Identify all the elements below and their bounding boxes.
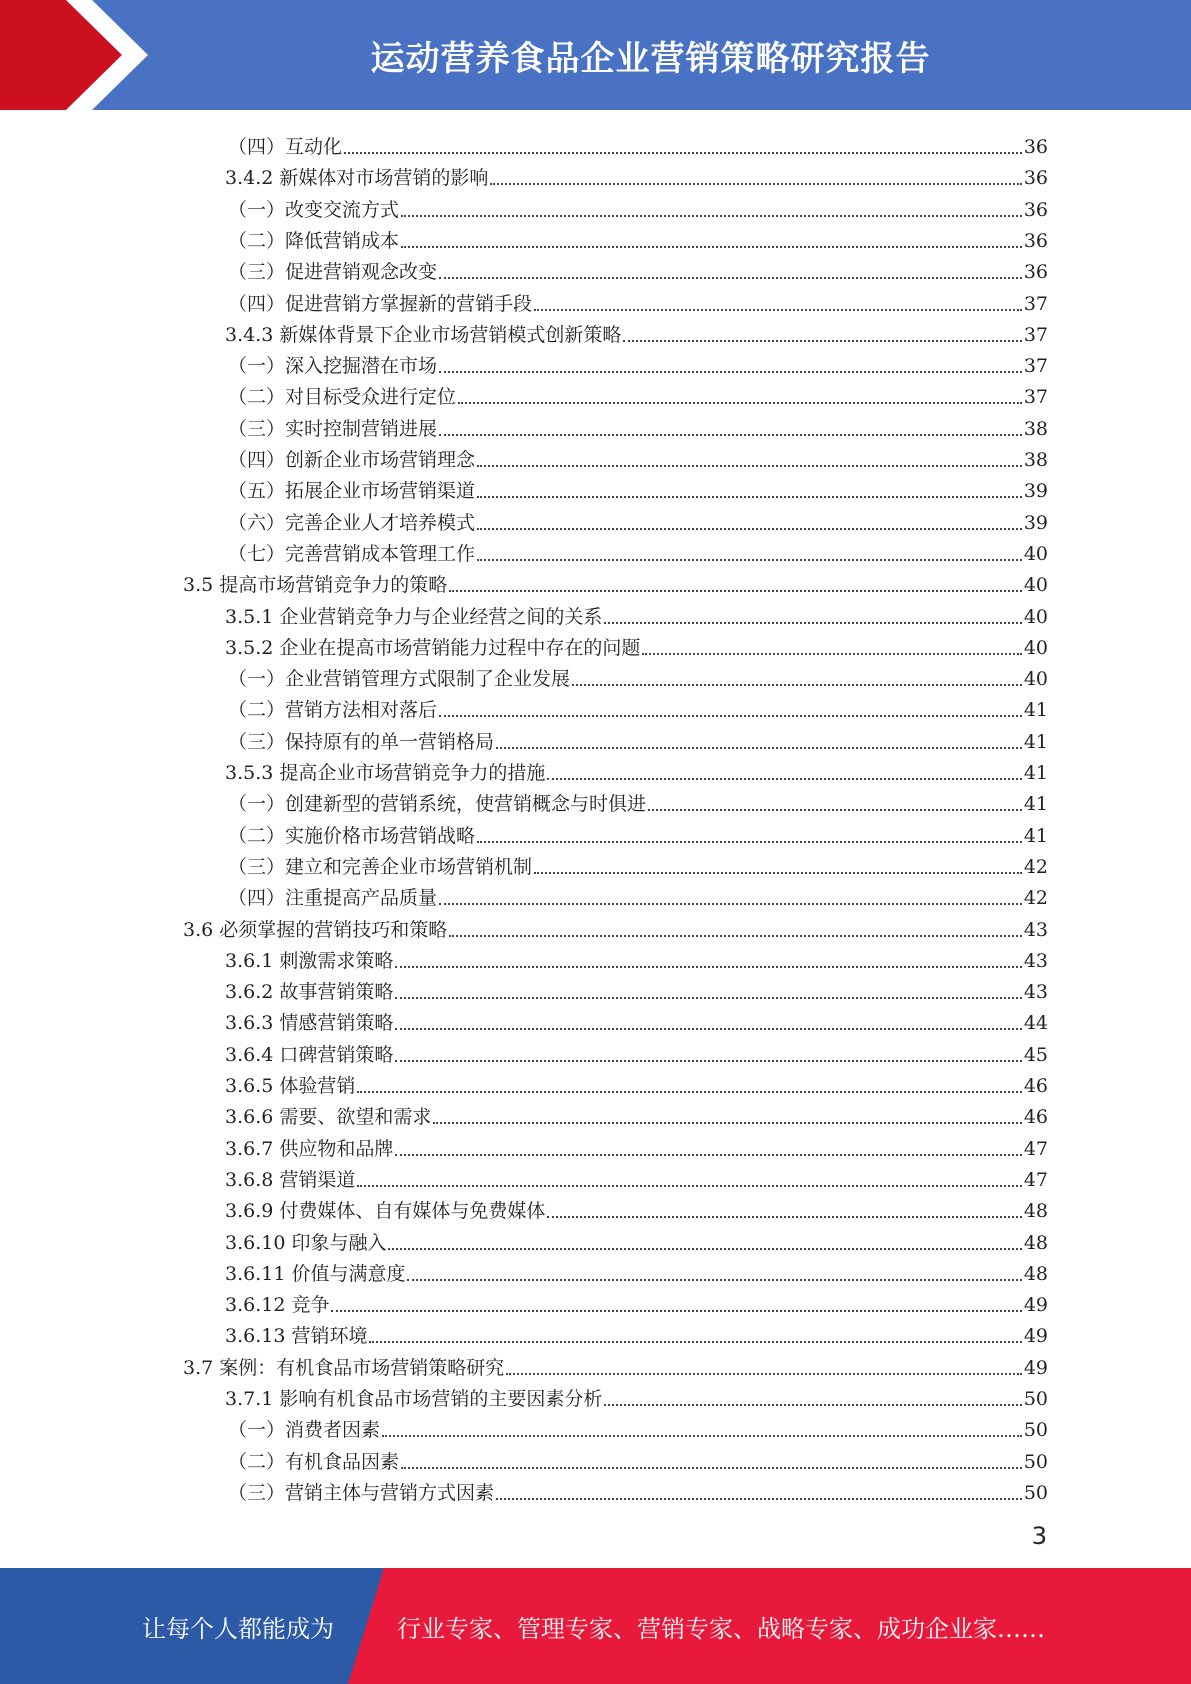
toc-entry[interactable] [228,1443,1048,1474]
toc-dot-leader [477,559,1022,561]
toc-dot-leader [449,935,1022,937]
toc-entry-label: （一）改变交流方式 [228,198,400,221]
toc-entry-page: 47 [1023,1137,1048,1160]
toc-dot-leader [534,309,1022,311]
toc-entry[interactable] [225,1130,1048,1161]
toc-entry-page: 40 [1023,574,1048,597]
toc-entry-page: 48 [1023,1231,1048,1254]
toc-entry[interactable] [228,660,1048,691]
toc-dot-leader [401,215,1022,217]
toc-dot-leader [388,1248,1021,1250]
toc-dot-leader [433,1122,1021,1124]
toc-entry-page: 41 [1023,699,1048,722]
toc-dot-leader [395,997,1021,999]
toc-entry[interactable] [228,253,1048,284]
toc-entry[interactable] [228,378,1048,409]
toc-dot-leader [458,402,1022,404]
toc-dot-leader [547,778,1021,780]
toc-dot-leader [506,1373,1022,1375]
toc-dot-leader [439,434,1022,436]
toc-entry-label: （七）完善营销成本管理工作 [228,542,476,565]
toc-entry-label: （二）降低营销成本 [228,229,400,252]
toc-entry[interactable] [228,691,1048,722]
toc-entry[interactable] [225,1036,1048,1067]
toc-entry-label: （五）拓展企业市场营销渠道 [228,480,476,503]
toc-dot-leader [344,152,1022,154]
toc-entry[interactable] [228,723,1048,754]
toc-entry[interactable] [228,535,1048,566]
toc-entry[interactable] [183,911,1048,942]
toc-entry-label: （三）营销主体与营销方式因素 [228,1481,495,1504]
toc-entry-label: （四）促进营销方掌握新的营销手段 [228,292,533,315]
toc-entry-page: 47 [1023,1168,1048,1191]
toc-entry-label: 3.4.3 新媒体背景下企业市场营销模式创新策略 [225,323,622,346]
toc-entry-page: 49 [1023,1356,1048,1379]
toc-entry-label: （二）实施价格市场营销战略 [228,824,476,847]
toc-entry-label: （三）建立和完善企业市场营销机制 [228,855,533,878]
toc-entry-label: 3.6.1 刺激需求策略 [225,949,394,972]
toc-entry-label: 3.6.11 价值与满意度 [225,1262,406,1285]
toc-entry-label: （三）保持原有的单一营销格局 [228,730,495,753]
toc-dot-leader [357,1091,1021,1093]
toc-entry[interactable] [225,1098,1048,1129]
toc-entry[interactable] [225,1286,1048,1317]
toc-entry-page: 38 [1023,417,1048,440]
toc-dot-leader [496,1498,1022,1500]
toc-entry-page: 50 [1023,1388,1048,1410]
toc-dot-leader [547,1216,1021,1218]
toc-entry[interactable] [228,191,1048,222]
toc-entry[interactable] [183,566,1048,597]
toc-dot-leader [395,1060,1021,1062]
toc-entry-page: 40 [1023,636,1048,659]
toc-entry[interactable] [225,1380,1048,1411]
toc-entry-page: 44 [1023,1012,1048,1035]
toc-entry-page: 49 [1023,1294,1048,1317]
toc-entry[interactable] [225,598,1048,629]
toc-entry-label: 3.6.3 情感营销策略 [225,1012,394,1035]
toc-entry-label: （四）创新企业市场营销理念 [228,449,476,471]
toc-entry-page: 42 [1023,887,1048,910]
toc-entry-page: 36 [1023,167,1048,190]
toc-entry-page: 36 [1023,261,1048,284]
toc-entry-page: 36 [1023,198,1048,221]
toc-dot-leader [490,183,1021,185]
toc-entry-page: 50 [1023,1481,1048,1504]
toc-dot-leader [604,622,1021,624]
toc-entry[interactable] [228,222,1048,253]
toc-entry[interactable] [228,504,1048,535]
toc-entry-label: （四）注重提高产品质量 [228,887,438,910]
toc-entry-label: 3.6.4 口碑营销策略 [225,1043,394,1066]
toc-entry[interactable] [225,316,1048,347]
toc-entry[interactable] [228,441,1048,472]
toc-entry[interactable] [228,848,1048,879]
report-title: 运动营养食品企业营销策略研究报告 [370,38,931,79]
toc-entry-page: 41 [1023,762,1048,784]
toc-dot-leader [401,246,1022,248]
toc-dot-leader [395,1028,1021,1030]
toc-dot-leader [449,590,1022,592]
toc-entry-page: 46 [1023,1106,1048,1129]
toc-entry-page: 46 [1023,1075,1048,1097]
toc-entry[interactable] [225,1224,1048,1255]
toc-dot-leader [395,1154,1021,1156]
toc-entry[interactable] [225,973,1048,1004]
toc-entry-page: 49 [1023,1325,1048,1348]
toc-entry[interactable] [225,159,1048,190]
toc-entry-page: 36 [1023,229,1048,252]
toc-entry-label: 3.6.6 需要、欲望和需求 [225,1106,432,1129]
toc-entry-page: 36 [1023,136,1048,158]
toc-entry-page: 50 [1023,1419,1048,1442]
toc-entry-page: 37 [1023,323,1048,346]
toc-entry-label: （三）促进营销观念改变 [228,261,438,284]
toc-entry-label: 3.5.2 企业在提高市场营销能力过程中存在的问题 [225,636,641,659]
toc-entry-label: （二）营销方法相对落后 [228,699,438,722]
toc-entry-page: 40 [1023,605,1048,628]
toc-entry[interactable] [225,1317,1048,1348]
toc-entry-label: （一）创建新型的营销系统，使营销概念与时俱进 [228,793,647,816]
toc-entry-page: 37 [1023,386,1048,409]
toc-dot-leader [395,966,1021,968]
toc-entry-label: 3.5 提高市场营销竞争力的策略 [183,574,448,597]
toc-entry[interactable] [228,785,1048,816]
toc-dot-leader [439,277,1022,279]
toc-dot-leader [439,371,1022,373]
toc-dot-leader [401,1467,1022,1469]
page-header [0,0,1191,110]
toc-entry-label: （一）消费者因素 [228,1419,381,1442]
toc-dot-leader [331,1310,1021,1312]
toc-entry[interactable] [225,1067,1048,1098]
toc-entry-page: 48 [1023,1200,1048,1223]
toc-entry-page: 43 [1023,981,1048,1004]
page-number: 3 [1031,1522,1047,1550]
toc-entry-page: 39 [1023,480,1048,503]
toc-dot-leader [407,1279,1021,1281]
footer-slogan-right: 行业专家、管理专家、营销专家、战略专家、成功企业家…… [397,1614,1045,1643]
toc-entry-page: 50 [1023,1450,1048,1473]
toc-entry[interactable] [228,347,1048,378]
toc-entry[interactable] [225,1192,1048,1223]
toc-entry-page: 39 [1023,511,1048,534]
toc-entry-label: （二）对目标受众进行定位 [228,386,457,409]
toc-dot-leader [477,841,1022,843]
toc-dot-leader [477,465,1022,467]
toc-entry[interactable] [228,817,1048,848]
toc-dot-leader [572,684,1022,686]
toc-entry-page: 38 [1023,449,1048,471]
toc-dot-leader [477,496,1022,498]
toc-entry-page: 43 [1023,918,1048,941]
toc-entry-label: 3.5.1 企业营销竞争力与企业经营之间的关系 [225,605,603,628]
toc-dot-leader [477,528,1022,530]
toc-dot-leader [604,1404,1021,1406]
toc-entry-label: 3.6.12 竞争 [225,1294,330,1317]
toc-entry-label: （六）完善企业人才培养模式 [228,511,476,534]
toc-entry-label: （一）深入挖掘潜在市场 [228,355,438,378]
toc-dot-leader [357,1185,1021,1187]
toc-entry-page: 40 [1023,542,1048,565]
toc-entry-label: （二）有机食品因素 [228,1450,400,1473]
toc-entry[interactable] [228,1474,1048,1505]
toc-entry-label: （一）企业营销管理方式限制了企业发展 [228,668,571,691]
toc-entry[interactable] [225,942,1048,973]
toc-dot-leader [439,715,1022,717]
toc-entry-page: 37 [1023,355,1048,378]
toc-entry-label: （三）实时控制营销进展 [228,417,438,440]
toc-entry-page: 41 [1023,824,1048,847]
toc-entry-label: 3.6.10 印象与融入 [225,1231,387,1254]
toc-entry-label: 3.6.9 付费媒体、自有媒体与免费媒体 [225,1200,546,1223]
toc-entry-page: 40 [1023,668,1048,691]
toc-dot-leader [623,340,1021,342]
toc-dot-leader [648,809,1022,811]
toc-entry-page: 37 [1023,292,1048,315]
toc-entry-label: 3.6 必须掌握的营销技巧和策略 [183,918,448,941]
toc-entry-label: 3.4.2 新媒体对市场营销的影响 [225,167,489,190]
toc-entry[interactable] [228,128,1048,159]
toc-entry-label: 3.6.5 体验营销 [225,1075,356,1097]
toc-entry[interactable] [225,1255,1048,1286]
toc-dot-leader [496,747,1022,749]
toc-entry[interactable] [228,879,1048,910]
toc-entry[interactable] [225,754,1048,785]
toc-entry-label: （四）互动化 [228,136,343,158]
toc-entry-label: 3.6.7 供应物和品牌 [225,1137,394,1160]
toc-entry-label: 3.6.13 营销环境 [225,1325,368,1348]
toc-dot-leader [534,872,1022,874]
toc-entry[interactable] [228,410,1048,441]
toc-entry[interactable] [228,285,1048,316]
toc-entry-page: 42 [1023,855,1048,878]
toc-entry-page: 45 [1023,1043,1048,1066]
footer-slogan-left: 让每个人都能成为 [142,1614,334,1643]
toc-entry[interactable] [225,1004,1048,1035]
toc-entry-label: 3.6.8 营销渠道 [225,1168,356,1191]
toc-entry-label: 3.7.1 影响有机食品市场营销的主要因素分析 [225,1388,603,1410]
toc-entry-label: 3.6.2 故事营销策略 [225,981,394,1004]
page-footer [0,1568,1191,1684]
toc-entry-page: 48 [1023,1262,1048,1285]
toc-dot-leader [369,1341,1021,1343]
toc-entry[interactable] [228,472,1048,503]
toc-dot-leader [642,653,1021,655]
toc-entry[interactable] [225,1161,1048,1192]
toc-entry-page: 43 [1023,949,1048,972]
toc-entry[interactable] [183,1349,1048,1380]
toc-entry[interactable] [228,1411,1048,1442]
toc-entry-label: 3.5.3 提高企业市场营销竞争力的措施 [225,762,546,784]
toc-entry-page: 41 [1023,730,1048,753]
toc-dot-leader [439,903,1022,905]
header-arrow-decoration [0,0,170,110]
toc-entry-label: 3.7 案例：有机食品市场营销策略研究 [183,1356,505,1379]
toc-dot-leader [382,1435,1022,1437]
toc-entry[interactable] [225,629,1048,660]
toc-entry-page: 41 [1023,793,1048,816]
